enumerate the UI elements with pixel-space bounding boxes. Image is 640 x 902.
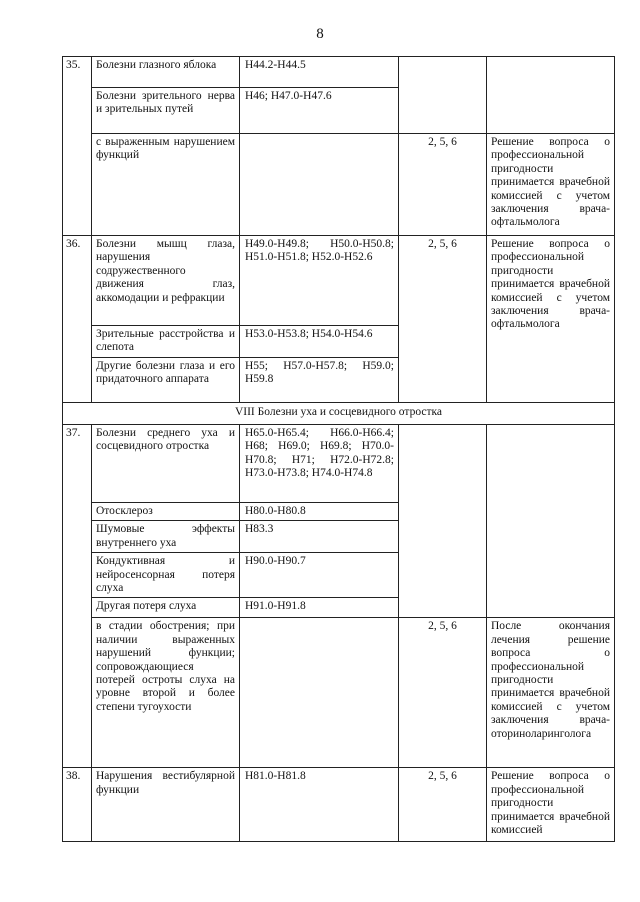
icd-code: H46; H47.0-H47.6 <box>240 88 399 134</box>
disease-name: Болезни среднего уха и сосцевидного отростка <box>92 425 240 503</box>
icd-code: H83.3 <box>240 521 399 553</box>
icd-code: H80.0-H80.8 <box>240 503 399 521</box>
icd-code: H55; H57.0-H57.8; H59.0; H59.8 <box>240 358 399 403</box>
empty-cell <box>399 425 487 618</box>
icd-code: H90.0-H90.7 <box>240 553 399 598</box>
icd-code: H81.0-H81.8 <box>240 768 399 842</box>
row-number: 36. <box>63 236 92 403</box>
disease-name: Нарушения вестибулярной функции <box>92 768 240 842</box>
icd-code: H49.0-H49.8; H50.0-H50.8; H51.0-H51.8; H52.0-H52.6 <box>240 236 399 326</box>
disease-name: Другие болезни глаза и его придаточного аппарата <box>92 358 240 403</box>
icd-code: H91.0-H91.8 <box>240 598 399 618</box>
note-cell: Решение вопроса о профессиональной пригодности принимается врачебной комиссией с учетом заключения врача-офтальмолога <box>487 134 615 236</box>
empty-cell <box>487 425 615 618</box>
condition-text: с выраженным нарушением функций <box>92 134 240 236</box>
category-cell: 2, 5, 6 <box>399 618 487 768</box>
table-row <box>63 57 615 88</box>
table-row <box>63 768 615 842</box>
empty-cell <box>487 57 615 134</box>
disease-name: Болезни мышц глаза, нарушения содружественного движения глаз, аккомодации и рефракции <box>92 236 240 326</box>
note-cell: После окончания лечения решение вопроса о профессиональной пригодности принимается врачебной комиссией с учетом заключения врача-оториноларинголога <box>487 618 615 768</box>
table-row <box>63 236 615 326</box>
section-title: VIII Болезни уха и сосцевидного отростка <box>63 403 615 425</box>
icd-code: H44.2-H44.5 <box>240 57 399 88</box>
disease-table <box>62 56 615 842</box>
disease-name: Отосклероз <box>92 503 240 521</box>
table-row <box>63 618 615 768</box>
icd-code: H65.0-H65.4; H66.0-H66.4; H68; H69.0; H69.8; H70.0-H70.8; H71; H72.0-H72.8; H73.0-H73.8; H74.0-H74.8 <box>240 425 399 503</box>
empty-cell <box>240 618 399 768</box>
page-number: 8 <box>316 26 324 42</box>
row-number: 38. <box>63 768 92 842</box>
disease-name: Шумовые эффекты внутреннего уха <box>92 521 240 553</box>
table-row <box>63 425 615 503</box>
disease-name: Другая потеря слуха <box>92 598 240 618</box>
disease-name: Зрительные расстройства и слепота <box>92 326 240 358</box>
category-cell: 2, 5, 6 <box>399 236 487 403</box>
note-cell: Решение вопроса о профессиональной пригодности принимается врачебной комиссией с учетом заключения врача-офтальмолога <box>487 236 615 403</box>
row-number: 37. <box>63 425 92 768</box>
empty-cell <box>240 134 399 236</box>
section-header-row <box>63 403 615 425</box>
icd-code: H53.0-H53.8; H54.0-H54.6 <box>240 326 399 358</box>
disease-name: Болезни глазного яблока <box>92 57 240 88</box>
table-row <box>63 134 615 236</box>
category-cell: 2, 5, 6 <box>399 768 487 842</box>
note-cell: Решение вопроса о профессиональной пригодности принимается врачебной комиссией <box>487 768 615 842</box>
condition-text: в стадии обострения; при наличии выраженных нарушений функции; сопровождающиеся потерей остроты слуха на уровне второй и более степени тугоухости <box>92 618 240 768</box>
empty-cell <box>399 57 487 134</box>
disease-name: Кондуктивная и нейросенсорная потеря слуха <box>92 553 240 598</box>
disease-name: Болезни зрительного нерва и зрительных путей <box>92 88 240 134</box>
row-number: 35. <box>63 57 92 236</box>
category-cell: 2, 5, 6 <box>399 134 487 236</box>
